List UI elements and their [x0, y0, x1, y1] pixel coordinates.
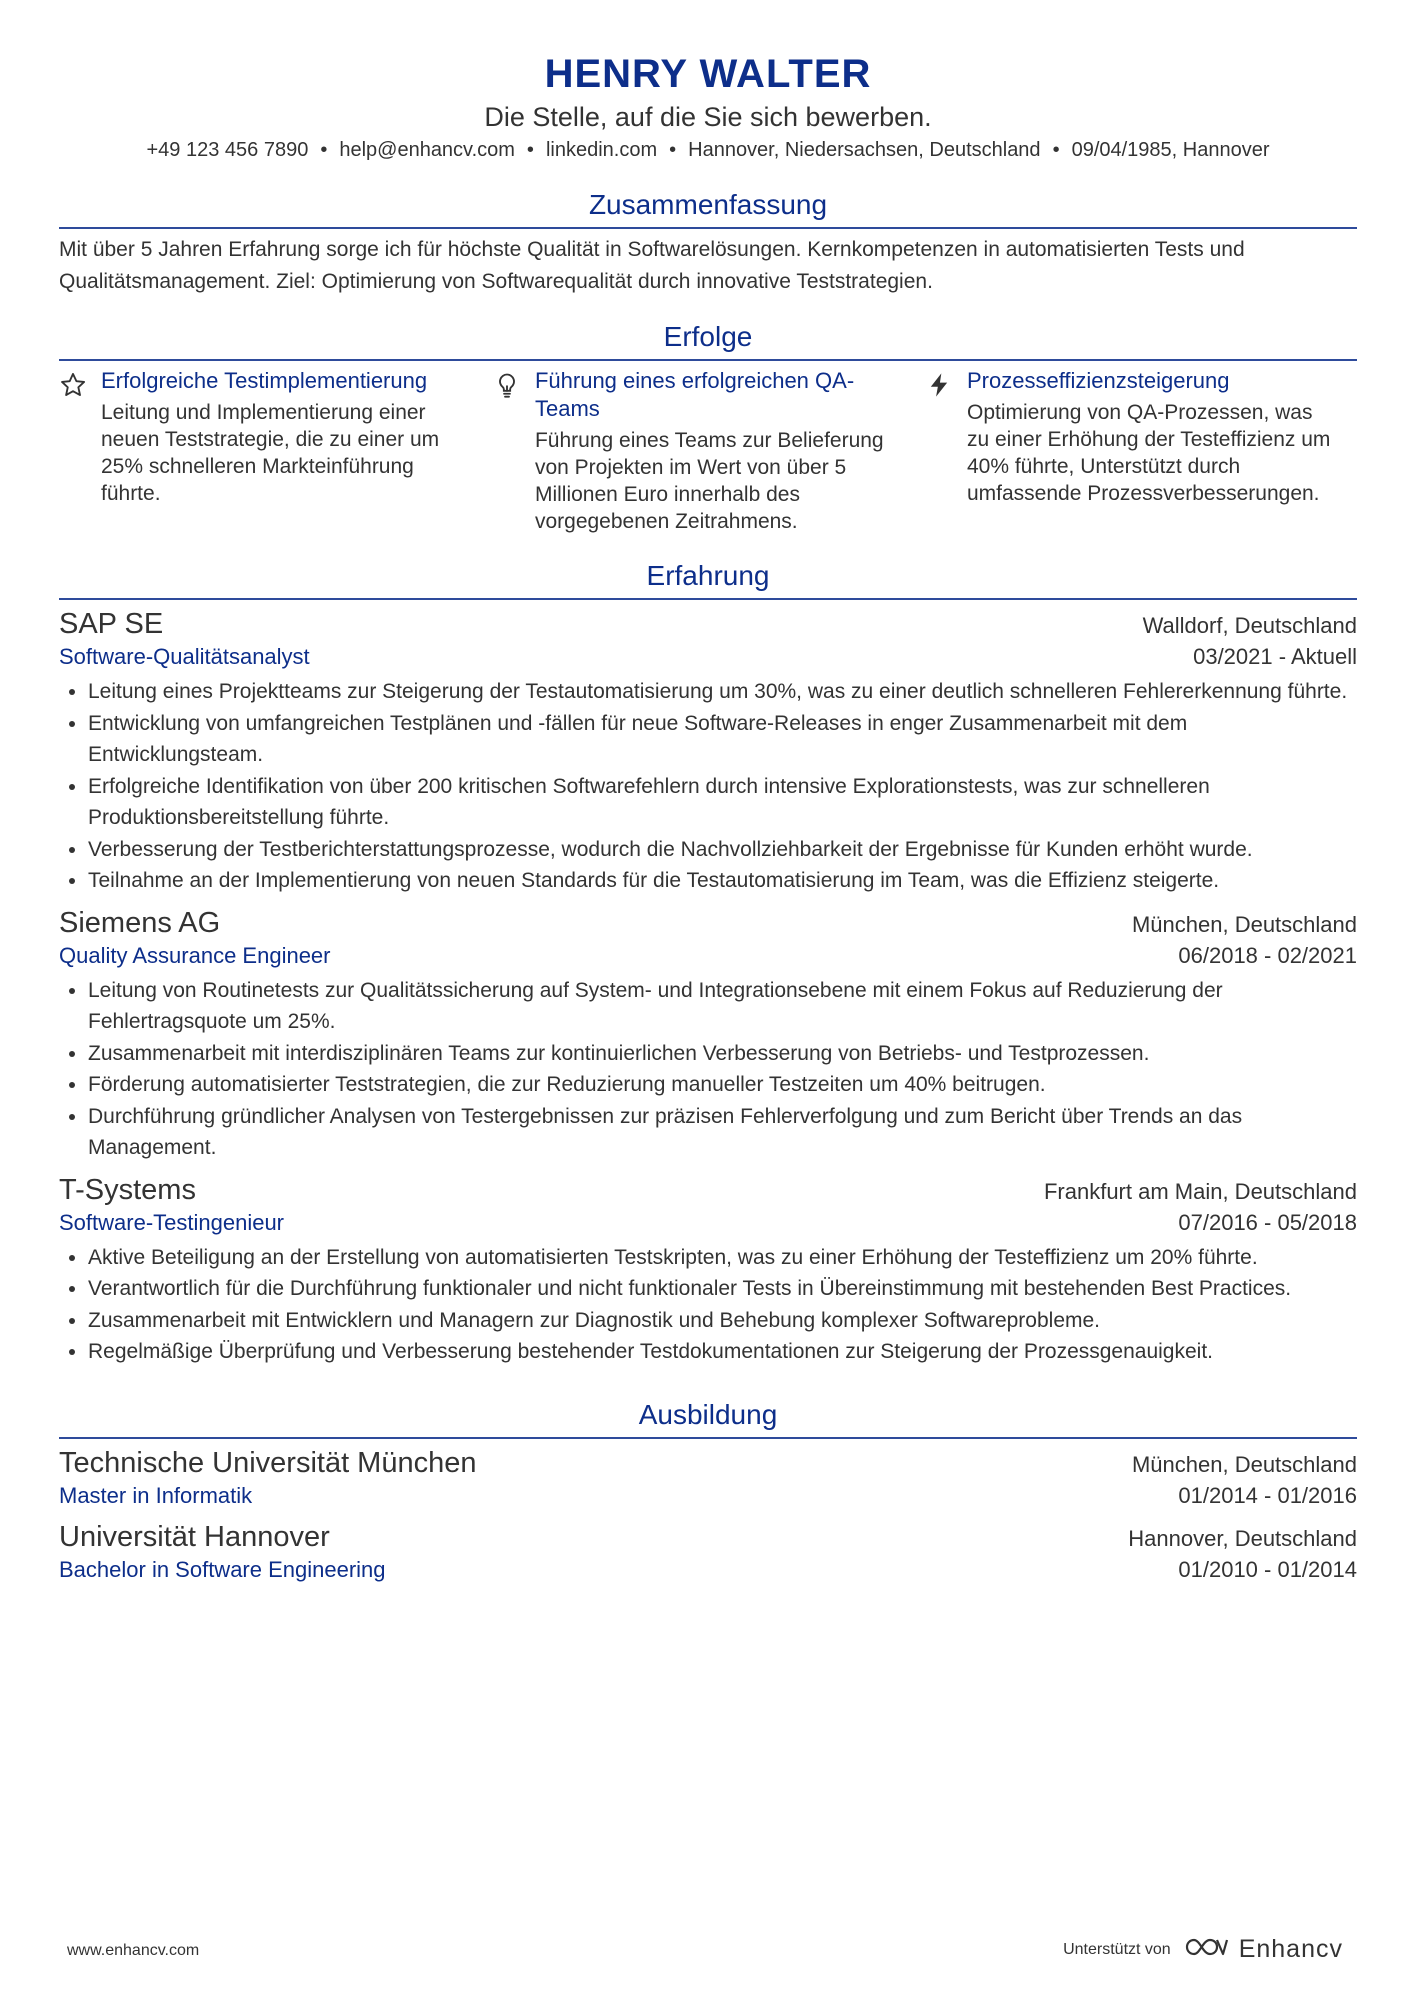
school-location: München, Deutschland [1131, 1451, 1357, 1477]
achievement-title: Erfolgreiche Testimplementierung [101, 368, 428, 393]
achievement-desc: Leitung und Implementierung einer neuen Teststrategie, die zu einer um 25% schnelleren Markteinführung führte. [101, 401, 440, 505]
job-title: Quality Assurance Engineer [59, 942, 331, 968]
bullet-item: • Aktive Beteiligung an der Erstellung von automatisierten Testskripten, was zu einer Erhöhung der Testeffizienz um 20% führte. [88, 1242, 1357, 1274]
achievements-grid [59, 367, 1357, 535]
linkedin[interactable]: linkedin.com [545, 139, 658, 161]
company-name: SAP SE [59, 608, 164, 640]
job-location: Frankfurt am Main, Deutschland [1043, 1178, 1357, 1204]
company-name: T-Systems [59, 1173, 196, 1206]
footer-branding [1063, 1935, 1343, 1964]
education-dates: 01/2014 - 01/2016 [1178, 1482, 1357, 1508]
job-location: München, Deutschland [1131, 911, 1357, 937]
education-entry [59, 1445, 1357, 1511]
achievement-title: Führung eines erfolgreichen QA-Teams [534, 368, 855, 421]
address: Hannover, Niedersachsen, Deutschland [688, 139, 1041, 161]
job-title: Software-Testingenieur [59, 1209, 285, 1235]
education-section [59, 1398, 1357, 1585]
powered-by-label: Unterstützt von [1063, 1940, 1171, 1958]
achievement-item [925, 367, 1357, 535]
bullet-item: • Erfolgreiche Identifikation von über 200 kritischen Softwarefehlern durch intensive Explorationstests, was zur schnelleren Produktionsbereitstellung führte. [88, 771, 1357, 834]
achievements-section [59, 320, 1357, 535]
section-title-education: Ausbildung [59, 1398, 1357, 1439]
degree: Bachelor in Software Engineering [59, 1556, 386, 1582]
section-title-experience: Erfahrung [59, 559, 1357, 600]
separator: • [526, 139, 534, 161]
lightbulb-icon [493, 367, 535, 535]
summary-section [59, 188, 1357, 298]
experience-entry [59, 905, 1357, 1164]
achievement-item [59, 367, 493, 535]
summary-text: Mit über 5 Jahren Erfahrung sorge ich für höchste Qualität in Softwarelösungen. Kernkompetenzen in automatisierten Tests und Qualitätsmanagement. Ziel: Optimierung von Softwarequalität durch innovative Teststrategien. [59, 238, 1245, 293]
job-title: Software-Qualitätsanalyst [59, 644, 310, 669]
job-bullets [59, 676, 1357, 897]
footer-website[interactable]: www.enhancv.com [67, 1942, 200, 1959]
phone: +49 123 456 7890 [146, 139, 309, 161]
headline: Die Stelle, auf die Sie sich bewerben. [484, 102, 932, 132]
resume-content [59, 50, 1357, 1585]
education-entry [59, 1519, 1357, 1585]
job-bullets [59, 1242, 1357, 1368]
resume-header [59, 50, 1357, 164]
experience-entry [59, 606, 1357, 897]
bullet-item: • Regelmäßige Überprüfung und Verbesserung bestehender Testdokumentationen zur Steigerung der Prozessgenauigkeit. [88, 1336, 1357, 1368]
bullet-item: • Entwicklung von umfangreichen Testplänen und -fällen für neue Software-Releases in enger Zusammenarbeit mit dem Entwicklungsteam. [88, 708, 1357, 771]
experience-section [59, 559, 1357, 1368]
bullet-item: • Teilnahme an der Implementierung von neuen Standards für die Testautomatisierung im Team, was die Effizienz steigerte. [88, 865, 1357, 897]
star-icon [59, 367, 101, 535]
bullet-item: • Förderung automatisierter Teststrategien, die zur Reduzierung manueller Testzeiten um 40% beitrugen. [88, 1069, 1357, 1101]
school-name: Universität Hannover [59, 1520, 330, 1553]
bullet-item: • Verbesserung der Testberichterstattungsprozesse, wodurch die Nachvollziehbarkeit der Ergebnisse für Kunden erhöht wurde. [88, 834, 1357, 866]
bullet-item: • Leitung von Routinetests zur Qualitätssicherung auf System- und Integrationsebene mit einem Fokus auf Reduzierung der Fehlertragsquote um 25%. [88, 975, 1357, 1038]
section-title-summary: Zusammenfassung [59, 188, 1357, 229]
job-dates: 06/2018 - 02/2021 [1178, 942, 1357, 968]
section-title-achievements: Erfolge [59, 320, 1357, 361]
degree: Master in Informatik [59, 1482, 253, 1508]
job-bullets [59, 975, 1357, 1164]
contact-line [59, 136, 1357, 164]
school-name: Technische Universität München [59, 1446, 477, 1479]
job-dates: 07/2016 - 05/2018 [1178, 1209, 1357, 1235]
achievement-body [535, 367, 905, 535]
brand-name: Enhancv [1238, 1935, 1343, 1963]
job-dates: 03/2021 - Aktuell [1193, 644, 1357, 669]
separator: • [669, 139, 677, 161]
experience-entry [59, 1172, 1357, 1368]
achievement-item [493, 367, 925, 535]
education-dates: 01/2010 - 01/2014 [1178, 1556, 1357, 1582]
email[interactable]: help@enhancv.com [339, 139, 515, 161]
enhancv-logo-icon [1183, 1935, 1229, 1964]
bullet-item: • Zusammenarbeit mit interdisziplinären Teams zur kontinuierlichen Verbesserung von Betriebs- und Testprozessen. [88, 1038, 1357, 1070]
achievement-body [101, 367, 471, 535]
achievement-body [967, 367, 1337, 535]
separator: • [1052, 139, 1060, 161]
birth-info: 09/04/1985, Hannover [1071, 139, 1270, 161]
separator: • [320, 139, 328, 161]
candidate-name: HENRY WALTER [544, 52, 872, 96]
achievement-desc: Führung eines Teams zur Belieferung von Projekten im Wert von über 5 Millionen Euro innerhalb des vorgegebenen Zeitrahmens. [534, 429, 884, 533]
bullet-item: • Durchführung gründlicher Analysen von Testergebnissen zur präzisen Fehlerverfolgung und zum Bericht über Trends an das Management. [88, 1101, 1357, 1164]
lightning-icon [925, 367, 967, 535]
school-location: Hannover, Deutschland [1128, 1525, 1357, 1551]
company-name: Siemens AG [59, 906, 221, 939]
bullet-item: • Leitung eines Projektteams zur Steigerung der Testautomatisierung um 30%, was zu einer deutlich schnelleren Fehlererkennung führte. [88, 676, 1357, 708]
achievement-title: Prozesseffizienzsteigerung [966, 368, 1230, 393]
achievement-desc: Optimierung von QA-Prozessen, was zu einer Erhöhung der Testeffizienz um 40% führte, Unterstützt durch umfassende Prozessverbesserungen. [966, 401, 1331, 505]
bullet-item: • Zusammenarbeit mit Entwicklern und Managern zur Diagnostik und Behebung komplexer Softwareprobleme. [88, 1305, 1357, 1337]
job-location: Walldorf, Deutschland [1142, 613, 1357, 638]
bullet-item: • Verantwortlich für die Durchführung funktionaler und nicht funktionaler Tests in Übereinstimmung mit bestehenden Best Practices. [88, 1273, 1357, 1305]
